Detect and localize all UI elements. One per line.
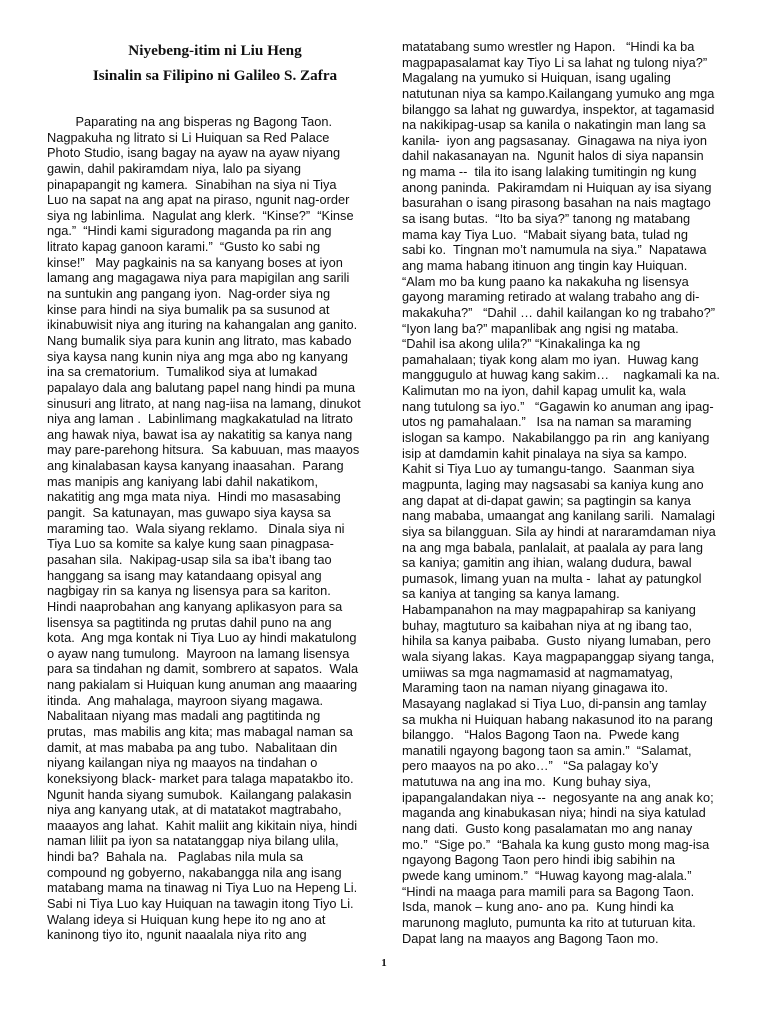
text-line: papalayo dala ang balutang papel nang hindi pa muna — [47, 379, 356, 395]
text-line: gayong maraming retirado at walang trabaho ang di- — [402, 289, 700, 305]
text-line: Masayang naglakad si Tiya Luo, di-pansin ang tamlay — [402, 695, 707, 711]
text-line: compound ng gobyerno, nakabangga nila ang isang — [47, 864, 342, 880]
text-line: manggugulo at huwag kang sakim… nagkamali ka na. — [402, 367, 720, 383]
text-line: hanggang sa isang may katandaang opisyal ang — [47, 567, 322, 583]
text-line: mo.” “Sige po.” “Bahala ka kung gusto mong mag-isa — [402, 836, 710, 852]
text-line: magpunta, laging may nagsasabi sa kaniya kung ano — [402, 476, 704, 492]
text-line: maganda ang kinabukasan niya; hindi na siya katulad — [402, 805, 706, 821]
text-line: bilanggo sa lahat ng guwardya, inspektor, at tagamasid — [402, 101, 715, 117]
text-line: lisensya sa pagtitinda ng prutas dahil puno na ang — [47, 614, 332, 630]
text-line: Paparating na ang bisperas ng Bagong Taon. — [47, 114, 333, 129]
text-line: nang pakialam si Huiquan kung anuman ang maaaring — [47, 677, 358, 693]
text-line: pero maayos na po ako…” “Sa palagay ko’y — [402, 758, 659, 774]
text-line: maaayos ang lahat. Kahit maliit ang kikitain niya, hindi — [47, 817, 358, 833]
text-line: Nang bumalik siya para kunin ang litrato, mas kabado — [47, 332, 352, 348]
text-line: niya ang laman . Labinlimang magkakatulad na litrato — [47, 411, 353, 427]
text-line: ina sa crematorium. Tumalikod siya at lumakad — [47, 364, 318, 380]
text-line: nga.” “Hindi kami siguradong maganda pa rin ang — [47, 223, 332, 239]
text-line: umiiwas sa mga nagmamasid at nagmamatyag, — [402, 664, 673, 680]
text-line: kota. Ang mga kontak ni Tiya Luo ay hindi makatulong — [47, 630, 357, 646]
text-line: matatabang sumo wrestler ng Hapon. “Hindi ka ba — [402, 39, 695, 54]
text-line: na suntukin ang pangang iyon. Nag-order siya ng — [47, 286, 331, 302]
text-line: pangit. Sa katunayan, mas guwapo siya kaysa sa — [47, 505, 331, 521]
text-line: Magalang na yumuko si Huiquan, isang ugaling — [402, 70, 671, 86]
text-line: koneksiyong black- market para talaga mapatakbo ito. — [47, 770, 354, 786]
text-line: niyang kailangan niya ng maayos na tindahan o — [47, 755, 318, 771]
text-line: may pare-parehong hitsura. Sa kabuuan, mas maayos — [47, 442, 360, 458]
text-line: nagbigay rin sa kanya ng lisensya para sa kariton. — [47, 583, 331, 599]
text-line: Kalimutan mo na iyon, dahil kapag umulit ka, wala — [402, 383, 686, 399]
text-line: sinusuri ang litrato, at nang nag-iisa na lamang, dinukot — [47, 395, 361, 411]
text-line: hindi ba? Bahala na. Paglabas nila mula sa — [47, 849, 304, 865]
text-line: “Hindi na maaga para mamili para sa Bagong Taon. — [402, 883, 695, 899]
text-line: “Alam mo ba kung paano ka nakakuha ng lisensya — [402, 273, 689, 289]
text-line: hihila sa kanya paibaba. Gusto niyang lumaban, pero — [402, 633, 711, 649]
text-line: matutuwa na ang ina mo. Kung buhay siya, — [402, 774, 651, 790]
text-line: Sabi ni Tiya Luo kay Huiquan na tawagin itong Tiyo Li. — [47, 896, 354, 912]
text-line: dahil nakasanayan na. Ngunit halos di siya napansin — [402, 148, 704, 164]
text-line: Habampanahon na may magpapahirap sa kaniyang — [402, 602, 696, 618]
right-text-column — [402, 39, 742, 946]
text-line: “Dahil isa akong ulila?” “Kinakalinga ka ng — [402, 336, 641, 352]
text-line: Dapat lang na maayos ang Bagong Taon mo. — [402, 930, 659, 946]
document-subtitle: Isinalin sa Filipino ni Galileo S. Zafra — [92, 67, 338, 84]
text-line: gawin, dahil pakiramdam niya, lalo pa siyang — [47, 160, 301, 176]
text-line: o ayaw nang tumulong. Mayroon na lamang lisensya — [47, 645, 350, 661]
text-line: buhay, magtuturo sa kaibahan niya at ng ibang tao, — [402, 617, 693, 633]
text-line: wala siyang lakas. Kaya magpapanggap siyang tanga, — [402, 648, 715, 664]
text-line: manatili ngayong bagong taon sa amin.” “Salamat, — [402, 742, 692, 758]
text-line: maraming tao. Wala siyang reklamo. Dinala siya ni — [47, 520, 345, 536]
text-line: Isda, manok – kung ano- ano pa. Kung hindi ka — [402, 899, 674, 915]
text-line: para sa tindahan ng damit, sombrero at sapatos. Wala — [47, 661, 359, 677]
text-line: sa isang butas. “Ito ba siya?” tanong ng matabang — [402, 211, 691, 227]
text-line: siya kaysa nang kunin niya ang mga abo ng kanyang — [47, 348, 348, 364]
text-line: ngayong Bagong Taon pero hindi ibig sabihin na — [402, 852, 675, 868]
text-line: makakuha?” “Dahil … dahil kailangan ko ng trabaho?” — [402, 304, 715, 320]
text-line: ang hawak niya, bawat isa ay nakatitig sa kanya nang — [47, 426, 353, 442]
text-line: anong paninda. Pakiramdam ni Huiquan ay isa siyang — [402, 179, 712, 195]
text-line: Luo na sapat na ang apat na piraso, ngunit nag-order — [47, 192, 350, 208]
text-line: kanila- iyon ang pagsasanay. Ginagawa na niya iyon — [402, 132, 707, 148]
text-line: prutas, mas mabilis ang kita; mas mabagal naman sa — [47, 723, 353, 739]
left-text-column — [47, 114, 387, 943]
text-line: lamang ang magagawa niya para mapigilan ang sarili — [47, 270, 350, 286]
text-line: damit, at mas mababa pa ang tubo. Nabalitaan din — [47, 739, 338, 755]
text-line: niya ang kanyang utak, at di matatakot magtrabaho, — [47, 802, 342, 818]
text-line: Maraming taon na naman niyang ginagawa ito. — [402, 680, 669, 696]
text-line: ipapangalandakan niya -- negosyante na ang anak ko; — [402, 789, 714, 805]
page-number: 1 — [381, 957, 387, 969]
text-line: isip at damdamin kahit pinalaya na siya sa kampo. — [402, 445, 688, 461]
text-line: nang mababa, umaangat ang kanilang sarili. Namalagi — [402, 508, 716, 524]
text-line: ang kinalabasan kaysa kanyang inaasahan. Parang — [47, 458, 344, 474]
text-line: marunong magluto, pumunta ka rito at tuturuan kita. — [402, 914, 696, 930]
text-line: siya sa bilangguan. Sila ay hindi at nararamdaman niya — [402, 523, 716, 539]
text-line: kaninong tiyo ito, ngunit naaalala niya rito ang — [47, 927, 307, 943]
text-line: pwede kang uminom.” “Huwag kayong mag-alala.” — [402, 867, 692, 883]
text-line: na nakikipag-usap sa kanila o nakatingin man lang sa — [402, 117, 706, 133]
text-line: itinda. Ang mahalaga, mayroon siyang magawa. — [47, 692, 324, 708]
text-line: Walang ideya si Huiquan kung hepe ito ng ano at — [47, 911, 326, 927]
text-line: Tiya Luo sa komite sa kalye kung saan pinagpasa- — [47, 536, 334, 552]
text-line: pamahalaan; tiyak kong alam mo iyan. Huwag kang — [402, 351, 699, 367]
text-line: siya ng labinlima. Nagulat ang klerk. “Kinse?” “Kinse — [47, 207, 354, 223]
text-line: islogan sa kampo. Nakabilanggo pa rin ang kaniyang — [402, 430, 710, 446]
text-line: sa kaniya; gamitin ang ihian, walang dudura, bawal — [402, 555, 692, 571]
text-line: ng mama -- tila ito isang lalaking tumitingin ng kung — [402, 164, 697, 180]
text-line: Kahit si Tiya Luo ay tumangu-tango. Saanman siya — [402, 461, 695, 477]
text-line: sabi ko. Tingnan mo’t namumula na siya.” Napatawa — [402, 242, 707, 258]
document-title: Niyebeng-itim ni Liu Heng — [128, 42, 302, 59]
text-line: Ngunit handa siyang sumubok. Kailangang palakasin — [47, 786, 352, 802]
text-line: ang dapat at di-dapat gawin; sa pagtingin sa kanya — [402, 492, 691, 508]
text-line: ikinabuwisit niya ang ituring na kahangalan ang ganito. — [47, 317, 358, 333]
text-line: “Iyon lang ba?” mapanlibak ang ngisi ng mataba. — [402, 320, 679, 336]
text-line: mas manipis ang kaniyang labi dahil nakatikom, — [47, 473, 319, 489]
text-line: litrato kapag ganoon karami.” “Gusto ko sabi ng — [47, 239, 321, 255]
text-line: pumasok, limang yuan na multa - lahat ay patungkol — [402, 570, 702, 586]
text-line: Nagpakuha ng litrato si Li Huiquan sa Red Palace — [47, 129, 330, 145]
text-line: nang dati. Gusto kong pasalamatan mo ang nanay — [402, 821, 693, 837]
text-line: na ang mga babala, panlalait, at paalala ay para lang — [402, 539, 703, 555]
text-line: naman liliit pa iyon sa natatanggap niya bilang ulila, — [47, 833, 339, 849]
text-line: Nabalitaan niyang mas madali ang pagtitinda ng — [47, 708, 321, 724]
text-line: bilanggo. “Halos Bagong Taon na. Pwede kang — [402, 727, 680, 743]
text-line: sa mukha ni Huiquan habang nakasunod ito na parang — [402, 711, 713, 727]
text-line: nang tutulong sa iyo.” “Gagawin ko anuman ang ipag- — [402, 398, 714, 414]
text-line: nakatitig ang mga mata niya. Hindi mo masasabing — [47, 489, 341, 505]
text-line: mama kay Tiya Luo. “Mabait siyang bata, tulad ng — [402, 226, 688, 242]
text-line: sa kaniya at tanging sa kanya lamang. — [402, 586, 620, 602]
text-line: utos ng pamahalaan.” Isa na naman sa maraming — [402, 414, 692, 430]
text-line: matabang mama na tinawag ni Tiya Luo na Hepeng Li. — [47, 880, 358, 896]
text-line: basurahan o isang pirasong basahan na nais magtago — [402, 195, 711, 211]
text-line: Hindi naaprobahan ang kanyang aplikasyon para sa — [47, 598, 343, 614]
text-line: ang mama habang itinuon ang tingin kay Huiquan. — [402, 257, 688, 273]
text-line: Photo Studio, isang bagay na ayaw na ayaw niyang — [47, 145, 341, 161]
text-line: magpapasalamat kay Tiyo Li sa lahat ng tulong niya?” — [402, 54, 708, 70]
text-line: pasahan sila. Nakipag-usap sila sa iba’t ibang tao — [47, 551, 332, 567]
text-line: natutunan niya sa kampo.Kailangang yumuko ang mga — [402, 85, 715, 101]
text-line: kinse!” May pagkainis na sa kanyang boses at iyon — [47, 254, 343, 270]
text-line: kinse para hindi na siya bumalik pa sa susunod at — [47, 301, 330, 317]
text-line: pinapapangit ng kamera. Sinabihan na siya ni Tiya — [47, 176, 337, 192]
